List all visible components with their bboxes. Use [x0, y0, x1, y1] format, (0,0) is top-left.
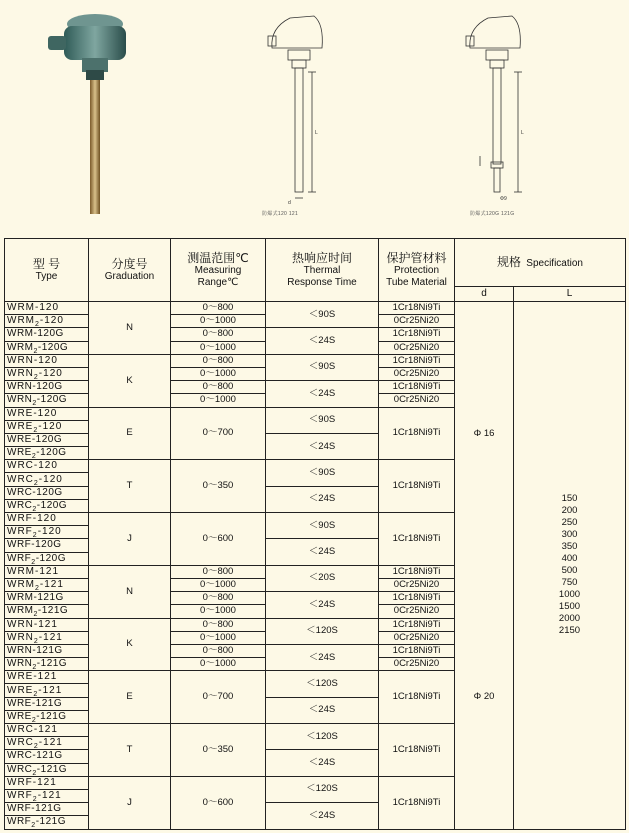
table-cell	[5, 816, 89, 829]
col-spec	[455, 239, 626, 287]
table-cell: ＜120S	[266, 724, 379, 750]
table-cell: 350	[561, 541, 578, 553]
table-cell: 300	[561, 529, 578, 541]
table-cell: WRC-121	[5, 724, 89, 737]
table-cell: 0～800	[171, 644, 266, 657]
table-cell: 2	[32, 664, 37, 671]
table-cell: WRE	[7, 447, 32, 459]
d-cell-2: Φ 20	[455, 565, 514, 829]
table-cell: ＜120S	[266, 776, 379, 802]
table-cell: 0Cr25Ni20	[379, 367, 455, 380]
table-cell: WRF	[7, 816, 32, 828]
table-cell: 0～600	[171, 513, 266, 566]
L-cell	[514, 302, 626, 830]
table-cell: 500	[561, 565, 578, 577]
table-cell: 0～1000	[171, 341, 266, 354]
table-cell: Measuring	[194, 265, 242, 276]
table-cell: WRE	[7, 420, 34, 432]
table-cell: 1Cr18Ni9Ti	[379, 513, 455, 566]
table-cell: 0～350	[171, 460, 266, 513]
table-cell: ＜20S	[266, 565, 379, 591]
table-cell: ＜90S	[266, 513, 379, 539]
table-cell: ＜90S	[266, 407, 379, 433]
table-cell: 1Cr18Ni9Ti	[379, 671, 455, 724]
table-cell: WRC-120G	[5, 486, 89, 499]
table-cell: -120G	[36, 499, 68, 511]
col-d: d	[455, 287, 514, 302]
table-cell: 1500	[558, 601, 581, 613]
table-cell: 1Cr18Ni9Ti	[379, 328, 455, 341]
table-cell: 2	[35, 321, 40, 328]
table-cell: WRE	[7, 710, 32, 722]
table-cell: WRF	[7, 790, 33, 802]
table-cell: WRM	[7, 579, 35, 591]
spec-table	[4, 238, 626, 830]
table-cell: -121	[38, 737, 63, 749]
table-cell: 0～1000	[171, 605, 266, 618]
table-cell: 2	[32, 400, 37, 407]
table-cell: 2150	[558, 625, 581, 637]
resp-cell: ＜90S	[266, 302, 379, 328]
table-cell: WRF-120G	[5, 539, 89, 552]
table-cell: -120	[37, 526, 62, 538]
table-cell: -120G	[35, 552, 66, 564]
table-cell: 0～800	[171, 592, 266, 605]
table-cell: 0～350	[171, 724, 266, 777]
table-cell: WRC-121G	[5, 750, 89, 763]
table-cell	[5, 499, 89, 512]
table-cell: WRN-121	[5, 618, 89, 631]
table-cell: 0Cr25Ni20	[379, 341, 455, 354]
table-cell: WRM-121G	[5, 592, 89, 605]
table-cell	[5, 341, 89, 354]
table-cell: WRN-120G	[5, 381, 89, 394]
table-cell: 2	[33, 743, 39, 750]
table-cell: 2	[33, 347, 38, 355]
table-cell: WRM	[7, 315, 35, 327]
table-cell: 0Cr25Ni20	[379, 394, 455, 407]
table-cell: 0～800	[171, 565, 266, 578]
table-cell: 2	[33, 426, 39, 434]
table-cell: 2	[31, 453, 37, 460]
table-cell	[5, 315, 89, 328]
table-cell: 0Cr25Ni20	[379, 578, 455, 591]
table-cell: -121G	[37, 605, 69, 617]
table-cell: -120	[39, 315, 64, 327]
table-cell: 400	[561, 553, 578, 565]
table-cell: J	[89, 776, 171, 829]
table-cell: WRF	[7, 526, 33, 538]
table-cell: 250	[561, 517, 578, 529]
table-cell: WRF	[7, 552, 32, 564]
table-cell: ＜90S	[266, 354, 379, 380]
table-cell: -121	[38, 631, 63, 643]
table-cell	[5, 605, 89, 618]
table-cell: 0～1000	[171, 658, 266, 671]
table-cell: -120G	[37, 341, 69, 353]
table-cell: ＜24S	[266, 381, 379, 407]
col-protection	[379, 239, 455, 302]
table-cell: WRE-120	[5, 407, 89, 420]
table-cell: 0Cr25Ni20	[379, 315, 455, 328]
table-cell: 1Cr18Ni9Ti	[379, 381, 455, 394]
table-cell: 0～800	[171, 618, 266, 631]
table-cell: 0～1000	[171, 315, 266, 328]
table-cell: ＜24S	[266, 539, 379, 565]
table-cell: 0～800	[171, 328, 266, 341]
table-cell: WRN	[7, 394, 33, 406]
table-cell: T	[89, 460, 171, 513]
table-cell	[5, 710, 89, 723]
table-cell: -120	[38, 420, 63, 432]
table-cell: K	[89, 618, 171, 671]
table-cell: 2	[33, 690, 39, 698]
svg-text:d: d	[288, 200, 291, 206]
table-cell	[5, 367, 89, 380]
table-cell: -120	[38, 368, 63, 380]
table-cell: WRM	[7, 341, 34, 353]
table-cell	[5, 473, 89, 486]
table-cell: 0～800	[171, 354, 266, 367]
table-cell: 2	[33, 479, 39, 487]
col-L: L	[514, 287, 626, 302]
table-cell: 1Cr18Ni9Ti	[379, 644, 455, 657]
drawing-120-121	[262, 6, 382, 218]
table-cell: 0～600	[171, 776, 266, 829]
table-cell: 0～700	[171, 407, 266, 460]
table-cell: 200	[561, 505, 578, 517]
table-cell: E	[89, 407, 171, 460]
thermocouple-photo	[40, 8, 150, 218]
table-cell: 1Cr18Ni9Ti	[379, 354, 455, 367]
table-cell: 1Cr18Ni9Ti	[379, 460, 455, 513]
table-cell: WRC	[7, 473, 34, 485]
table-cell: 2	[32, 796, 38, 803]
table-cell: ＜120S	[266, 618, 379, 644]
table-cell	[5, 394, 89, 407]
table-cell: Specification	[526, 258, 583, 269]
table-cell: 150	[561, 493, 578, 505]
table-cell: ＜24S	[266, 328, 379, 354]
table-cell	[5, 789, 89, 802]
table-cell: J	[89, 513, 171, 566]
caption-right: 防爆式120G 121G	[470, 211, 515, 217]
table-cell: -120	[38, 473, 63, 485]
table-cell: -121G	[36, 763, 68, 775]
mat-cell: 1Cr18Ni9Ti	[379, 302, 455, 315]
table-cell: 1Cr18Ni9Ti	[379, 724, 455, 777]
table-cell: WRN	[7, 658, 33, 670]
table-cell: WRN-120	[5, 354, 89, 367]
grad-cell: N	[89, 302, 171, 355]
table-cell: N	[89, 565, 171, 618]
table-cell: WRN-121G	[5, 644, 89, 657]
table-cell: ＜24S	[266, 803, 379, 829]
table-cell: Range℃	[197, 277, 239, 288]
table-cell: 分度号	[111, 257, 148, 271]
table-cell: 750	[561, 577, 578, 589]
table-cell: Tube Material	[386, 277, 447, 288]
col-type	[5, 239, 89, 302]
col-graduation	[89, 239, 171, 302]
table-cell: WRF-121	[5, 776, 89, 789]
table-cell: 1Cr18Ni9Ti	[379, 407, 455, 460]
table-cell: ＜24S	[266, 644, 379, 670]
table-cell: Type	[35, 271, 58, 282]
table-cell: 2	[33, 611, 38, 618]
table-cell: WRE-120G	[5, 433, 89, 446]
table-cell	[5, 763, 89, 776]
table-cell: WRF-120	[5, 513, 89, 526]
col-response	[266, 239, 379, 302]
table-cell: 0～1000	[171, 578, 266, 591]
table-cell	[5, 737, 89, 750]
table-cell: WRM	[7, 605, 34, 617]
table-cell: 2	[32, 505, 37, 513]
table-cell: 2	[32, 769, 37, 777]
table-cell: 2	[33, 374, 39, 381]
drawing-120g-121g	[460, 6, 580, 218]
table-cell	[5, 447, 89, 460]
table-cell: 1Cr18Ni9Ti	[379, 565, 455, 578]
table-cell: 2	[33, 637, 39, 645]
svg-text:L: L	[521, 130, 524, 136]
table-cell: WRN	[7, 368, 34, 380]
table-cell: 1Cr18Ni9Ti	[379, 776, 455, 829]
table-cell: 规格	[497, 255, 522, 269]
table-cell: WRC	[7, 499, 33, 511]
table-cell: ＜24S	[266, 592, 379, 618]
table-cell: E	[89, 671, 171, 724]
table-cell: WRE	[7, 684, 34, 696]
table-cell: ＜24S	[266, 433, 379, 459]
table-cell: 0～800	[171, 381, 266, 394]
table-cell	[5, 420, 89, 433]
range-cell: 0～800	[171, 302, 266, 315]
table-cell: 1Cr18Ni9Ti	[379, 618, 455, 631]
table-cell: 保护管材料	[386, 251, 447, 265]
svg-text:L: L	[315, 130, 318, 136]
table-cell: 型 号	[32, 257, 61, 271]
table-cell: 0Cr25Ni20	[379, 658, 455, 671]
table-cell: ＜24S	[266, 697, 379, 723]
table-cell: ＜24S	[266, 486, 379, 512]
table-cell: WRM-121	[5, 565, 89, 578]
table-cell: -121G	[36, 710, 67, 722]
table-cell: 热响应时间	[291, 251, 352, 265]
table-cell: 2	[31, 822, 36, 829]
product-figures	[0, 0, 629, 228]
table-row	[5, 302, 626, 315]
table-cell: 0Cr25Ni20	[379, 631, 455, 644]
table-cell: 0Cr25Ni20	[379, 605, 455, 618]
table-cell: -120G	[36, 447, 67, 459]
table-cell: 2	[35, 585, 40, 592]
table-cell: ＜90S	[266, 460, 379, 486]
table-cell	[5, 526, 89, 539]
d-cell: Φ 16	[455, 302, 514, 566]
type-cell: WRM-120	[5, 302, 89, 315]
table-cell: K	[89, 354, 171, 407]
table-cell: 测温范围℃	[187, 251, 249, 265]
table-cell: 1000	[558, 589, 581, 601]
table-cell: 0～1000	[171, 394, 266, 407]
table-cell: WRE-121	[5, 671, 89, 684]
table-cell	[5, 552, 89, 565]
table-cell	[5, 658, 89, 671]
table-cell: WRM-120G	[5, 328, 89, 341]
table-cell: ＜24S	[266, 750, 379, 776]
table-cell: 2	[31, 558, 36, 566]
table-cell: WRC	[7, 763, 33, 775]
caption-left: 防爆式120 121	[262, 211, 299, 217]
table-cell: 2	[31, 716, 37, 724]
table-cell: -121	[37, 790, 62, 802]
table-cell: -121	[39, 579, 64, 591]
table-cell: Protection	[393, 265, 440, 276]
table-cell: 0～1000	[171, 367, 266, 380]
table-row	[5, 239, 626, 287]
table-cell: ＜120S	[266, 671, 379, 697]
table-cell: WRC-120	[5, 460, 89, 473]
table-cell	[5, 631, 89, 644]
table-cell: Response Time	[287, 277, 357, 288]
table-cell: T	[89, 724, 171, 777]
table-cell: 2000	[558, 613, 581, 625]
table-cell: WRF-121G	[5, 803, 89, 816]
table-cell: WRE-121G	[5, 697, 89, 710]
table-cell: 2	[32, 532, 38, 539]
table-cell: -121	[38, 684, 63, 696]
table-cell	[5, 578, 89, 591]
table-cell: 0～1000	[171, 631, 266, 644]
table-cell: 1Cr18Ni9Ti	[379, 592, 455, 605]
table-cell: WRC	[7, 737, 34, 749]
table-cell: -120G	[36, 394, 68, 406]
table-cell: -121G	[36, 658, 68, 670]
table-cell: -121G	[35, 816, 66, 828]
table-cell: Graduation	[104, 271, 155, 282]
table-cell: 0～700	[171, 671, 266, 724]
table-cell: WRN	[7, 631, 34, 643]
table-cell	[5, 684, 89, 697]
col-range	[171, 239, 266, 302]
table-cell: Thermal	[303, 265, 341, 276]
svg-text:Φ9: Φ9	[500, 196, 507, 202]
